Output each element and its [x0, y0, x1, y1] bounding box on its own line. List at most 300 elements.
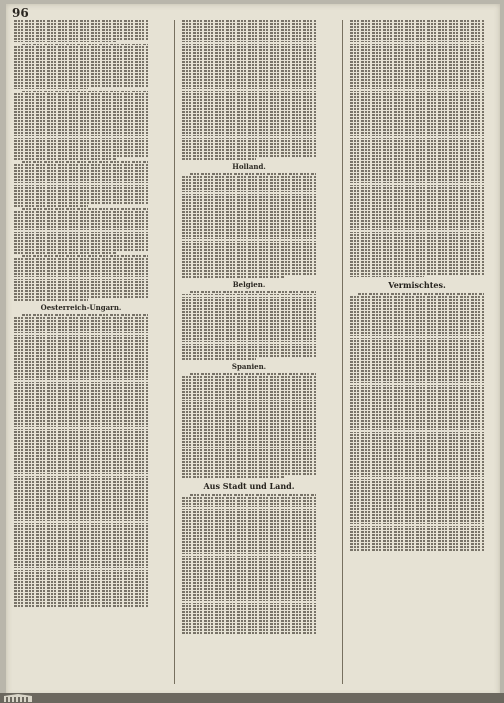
- text-line: [350, 276, 424, 278]
- text-line: [14, 376, 148, 378]
- text-line: [350, 317, 484, 319]
- section-heading: Belgien.: [232, 279, 266, 289]
- text-line: [350, 52, 484, 54]
- text-line: [350, 152, 484, 154]
- text-line: [350, 526, 484, 528]
- text-line: [14, 514, 148, 516]
- text-line: [182, 93, 316, 95]
- newspaper-page: [6, 4, 500, 696]
- text-line: [350, 264, 484, 266]
- text-line: [182, 70, 316, 72]
- text-line: [14, 370, 148, 372]
- text-line: [350, 484, 484, 486]
- text-line: [182, 208, 316, 210]
- text-line: [182, 564, 316, 566]
- text-line: [182, 585, 316, 587]
- text-line: [350, 73, 484, 75]
- text-line: [14, 587, 148, 589]
- text-line: [350, 252, 484, 254]
- text-line: [14, 414, 148, 416]
- text-line: [350, 449, 484, 451]
- text-line: [182, 423, 316, 425]
- text-line: [14, 340, 148, 342]
- text-line: [14, 49, 148, 51]
- text-line: [182, 382, 316, 384]
- text-line: [14, 528, 148, 530]
- text-line: [182, 158, 256, 160]
- text-line: [22, 161, 148, 163]
- text-line: [182, 467, 316, 469]
- text-line: [14, 561, 148, 563]
- text-line: [350, 149, 484, 151]
- text-line: [14, 287, 148, 289]
- text-line: [14, 567, 148, 569]
- text-line: [182, 138, 316, 140]
- section-title: Vermischtes.: [388, 280, 446, 291]
- text-line: [14, 517, 148, 519]
- text-line: [182, 267, 316, 269]
- text-line: [14, 108, 148, 110]
- text-line: [182, 355, 316, 357]
- text-line: [14, 352, 148, 354]
- text-line: [350, 32, 484, 34]
- text-line: [182, 85, 316, 87]
- text-line: [14, 476, 148, 478]
- text-line: [182, 146, 316, 148]
- text-line: [14, 396, 148, 398]
- text-line: [350, 205, 484, 207]
- text-line: [14, 402, 148, 404]
- text-line: [350, 364, 484, 366]
- text-line: [14, 384, 148, 386]
- text-line: [350, 270, 484, 272]
- text-line: [350, 528, 484, 530]
- text-line: [14, 143, 148, 145]
- text-line: [182, 196, 316, 198]
- text-line: [14, 467, 148, 469]
- text-line: [14, 420, 148, 422]
- text-line: [350, 534, 484, 536]
- text-line: [14, 426, 148, 428]
- text-line: [350, 229, 484, 231]
- text-line: [14, 179, 148, 181]
- text-line: [350, 452, 484, 454]
- section-heading: Holland.: [232, 161, 266, 171]
- text-line: [350, 117, 484, 119]
- text-line: [14, 199, 148, 201]
- text-line: [182, 111, 316, 113]
- text-line: [14, 140, 148, 142]
- text-line: [350, 46, 484, 48]
- text-line: [14, 326, 148, 328]
- column-middle: [182, 20, 316, 680]
- text-line: [350, 437, 484, 439]
- text-line: [182, 344, 316, 346]
- text-line: [14, 549, 148, 551]
- text-line: [182, 149, 316, 151]
- text-line: [350, 237, 484, 239]
- text-line: [182, 211, 316, 213]
- text-line: [14, 323, 148, 325]
- text-line: [14, 511, 148, 513]
- text-line: [350, 123, 484, 125]
- text-line: [350, 505, 484, 507]
- text-line: [350, 402, 484, 404]
- text-line: [182, 473, 316, 475]
- text-line: [182, 332, 316, 334]
- text-line: [350, 296, 484, 298]
- text-line: [182, 199, 316, 201]
- text-line: [14, 96, 148, 98]
- text-line: [350, 88, 484, 90]
- text-line: [350, 358, 484, 360]
- text-line: [182, 567, 316, 569]
- text-line: [350, 455, 484, 457]
- text-line: [182, 620, 316, 622]
- text-line: [350, 343, 484, 345]
- text-line: [14, 417, 148, 419]
- text-line: [14, 176, 148, 178]
- text-line: [14, 246, 148, 248]
- text-line: [14, 329, 148, 331]
- text-line: [14, 531, 148, 533]
- text-line: [350, 373, 484, 375]
- text-line: [182, 558, 316, 560]
- text-line: [182, 297, 316, 299]
- text-line: [14, 552, 148, 554]
- text-line: [182, 420, 316, 422]
- text-line: [350, 352, 484, 354]
- text-line: [350, 41, 484, 43]
- text-line: [14, 596, 148, 598]
- text-line: [14, 382, 148, 384]
- text-line: [182, 623, 316, 625]
- text-line: [14, 393, 148, 395]
- text-line: [350, 176, 484, 178]
- text-line: [182, 217, 316, 219]
- text-line: [350, 499, 484, 501]
- text-line: [14, 373, 148, 375]
- text-line: [350, 261, 484, 263]
- text-line: [350, 502, 484, 504]
- text-line: [182, 23, 316, 25]
- text-line: [182, 632, 316, 634]
- text-line: [14, 405, 148, 407]
- text-line: [14, 332, 148, 334]
- text-line: [182, 205, 316, 207]
- text-line: [182, 461, 316, 463]
- text-line: [182, 79, 316, 81]
- text-line: [350, 99, 484, 101]
- text-line: [14, 540, 148, 542]
- text-line: [14, 520, 148, 522]
- text-line: [182, 591, 316, 593]
- text-line: [182, 352, 316, 354]
- text-line: [350, 443, 484, 445]
- text-line: [182, 532, 316, 534]
- text-line: [182, 232, 316, 234]
- text-line: [14, 26, 148, 28]
- text-line: [182, 517, 316, 519]
- text-line: [350, 467, 484, 469]
- text-line: [182, 320, 316, 322]
- text-line: [350, 187, 484, 189]
- text-line: [350, 91, 484, 93]
- text-line: [14, 496, 148, 498]
- text-line: [14, 41, 116, 43]
- text-line: [350, 208, 484, 210]
- text-line: [182, 249, 316, 251]
- text-line: [14, 443, 148, 445]
- text-line: [14, 473, 148, 475]
- text-line: [182, 108, 316, 110]
- text-line: [350, 385, 484, 387]
- text-line: [182, 326, 316, 328]
- text-line: [350, 255, 484, 257]
- text-line: [14, 46, 148, 48]
- text-line: [350, 96, 484, 98]
- text-line: [182, 526, 316, 528]
- text-line: [182, 176, 316, 178]
- text-line: [350, 140, 484, 142]
- text-line: [14, 349, 148, 351]
- text-line: [14, 355, 148, 357]
- text-line: [182, 44, 316, 46]
- text-line: [182, 202, 316, 204]
- text-line: [14, 155, 148, 157]
- text-line: [350, 179, 484, 181]
- text-line: [350, 523, 484, 525]
- text-line: [14, 20, 148, 22]
- text-line: [182, 341, 316, 343]
- text-line: [350, 258, 484, 260]
- text-line: [182, 535, 316, 537]
- text-line: [350, 496, 484, 498]
- text-line: [182, 449, 316, 451]
- text-line: [14, 284, 148, 286]
- text-line: [182, 570, 316, 572]
- text-line: [14, 99, 148, 101]
- text-line: [14, 182, 148, 184]
- text-line: [182, 152, 316, 154]
- text-line: [182, 553, 316, 555]
- text-line: [14, 123, 148, 125]
- text-line: [14, 390, 148, 392]
- text-line: [182, 444, 316, 446]
- text-line: [350, 487, 484, 489]
- text-line: [350, 338, 484, 340]
- text-line: [350, 420, 484, 422]
- text-line: [182, 550, 316, 552]
- text-line: [182, 400, 316, 402]
- text-line: [182, 20, 316, 22]
- text-line: [14, 185, 148, 187]
- text-line: [350, 26, 484, 28]
- text-line: [182, 556, 316, 558]
- text-line: [182, 29, 316, 31]
- text-line: [350, 102, 484, 104]
- text-line: [182, 229, 316, 231]
- text-line: [182, 96, 316, 98]
- text-line: [14, 525, 148, 527]
- text-line: [14, 267, 148, 269]
- text-line: [182, 194, 316, 196]
- text-line: [14, 502, 148, 504]
- text-line: [350, 161, 484, 163]
- text-line: [350, 370, 484, 372]
- text-line: [14, 584, 148, 586]
- text-line: [14, 102, 148, 104]
- text-line: [14, 555, 148, 557]
- text-line: [182, 608, 316, 610]
- text-line: [350, 414, 484, 416]
- text-line: [182, 414, 316, 416]
- text-line: [182, 429, 316, 431]
- text-line: [182, 411, 316, 413]
- text-line: [14, 408, 148, 410]
- text-line: [14, 455, 148, 457]
- text-line: [350, 93, 484, 95]
- text-line: [182, 238, 316, 240]
- text-line: [350, 232, 484, 234]
- text-line: [350, 132, 484, 134]
- text-line: [14, 223, 148, 225]
- text-line: [14, 220, 148, 222]
- text-line: [182, 143, 316, 145]
- text-line: [350, 35, 484, 37]
- text-line: [14, 158, 116, 160]
- text-line: [350, 135, 484, 137]
- text-line: [182, 140, 316, 142]
- text-line: [14, 82, 148, 84]
- text-line: [182, 441, 316, 443]
- text-line: [14, 32, 148, 34]
- text-line: [350, 314, 484, 316]
- text-line: [182, 561, 316, 563]
- text-line: [14, 290, 148, 292]
- text-line: [182, 594, 316, 596]
- text-line: [182, 182, 316, 184]
- text-line: [182, 52, 316, 54]
- text-line: [350, 396, 484, 398]
- text-line: [182, 503, 316, 505]
- text-line: [14, 126, 148, 128]
- text-line: [182, 264, 316, 266]
- text-line: [14, 499, 148, 501]
- text-line: [14, 367, 148, 369]
- text-line: [182, 241, 316, 243]
- text-line: [350, 79, 484, 81]
- text-line: [14, 470, 148, 472]
- text-line: [350, 361, 484, 363]
- text-line: [350, 167, 484, 169]
- text-line: [182, 191, 316, 193]
- text-line: [182, 408, 316, 410]
- text-line: [14, 296, 148, 298]
- text-line: [350, 143, 484, 145]
- text-line: [358, 293, 484, 295]
- text-line: [182, 179, 316, 181]
- text-line: [14, 111, 148, 113]
- text-line: [14, 493, 148, 495]
- text-line: [182, 447, 316, 449]
- text-line: [350, 405, 484, 407]
- text-line: [182, 523, 316, 525]
- text-line: [14, 543, 148, 545]
- text-line: [350, 464, 484, 466]
- text-line: [350, 249, 484, 251]
- text-line: [14, 214, 148, 216]
- text-line: [350, 138, 484, 140]
- text-line: [14, 64, 148, 66]
- text-line: [14, 88, 88, 90]
- text-line: [14, 193, 148, 195]
- text-line: [14, 534, 148, 536]
- text-line: [22, 255, 148, 257]
- text-line: [350, 473, 484, 475]
- text-line: [182, 600, 316, 602]
- text-line: [182, 611, 316, 613]
- text-line: [350, 55, 484, 57]
- text-line: [350, 226, 484, 228]
- text-line: [350, 58, 484, 60]
- text-line: [182, 294, 316, 296]
- text-line: [350, 517, 484, 519]
- text-line: [350, 193, 484, 195]
- text-line: [182, 102, 316, 104]
- text-line: [14, 293, 148, 295]
- text-line: [14, 240, 148, 242]
- text-line: [350, 461, 484, 463]
- text-line: [14, 252, 116, 254]
- text-line: [350, 170, 484, 172]
- text-line: [14, 335, 148, 337]
- text-line: [14, 387, 148, 389]
- text-line: [14, 270, 148, 272]
- text-line: [350, 408, 484, 410]
- text-line: [182, 529, 316, 531]
- text-line: [182, 276, 284, 278]
- text-line: [182, 88, 316, 90]
- text-line: [350, 434, 484, 436]
- text-line: [350, 520, 484, 522]
- text-line: [14, 590, 148, 592]
- text-line: [14, 564, 148, 566]
- text-line: [182, 243, 316, 245]
- text-line: [14, 602, 148, 604]
- text-line: [182, 335, 316, 337]
- text-line: [350, 320, 484, 322]
- text-line: [350, 196, 484, 198]
- text-line: [14, 575, 148, 577]
- text-line: [350, 355, 484, 357]
- text-line: [350, 476, 484, 478]
- text-line: [182, 500, 316, 502]
- text-line: [182, 220, 316, 222]
- text-line: [182, 299, 316, 301]
- text-line: [14, 202, 148, 204]
- text-line: [22, 314, 148, 316]
- text-line: [350, 23, 484, 25]
- text-line: [182, 388, 316, 390]
- text-line: [182, 246, 316, 248]
- text-line: [22, 91, 148, 93]
- text-line: [182, 497, 316, 499]
- text-line: [350, 82, 484, 84]
- text-line: [182, 597, 316, 599]
- text-line: [182, 123, 316, 125]
- text-line: [182, 509, 316, 511]
